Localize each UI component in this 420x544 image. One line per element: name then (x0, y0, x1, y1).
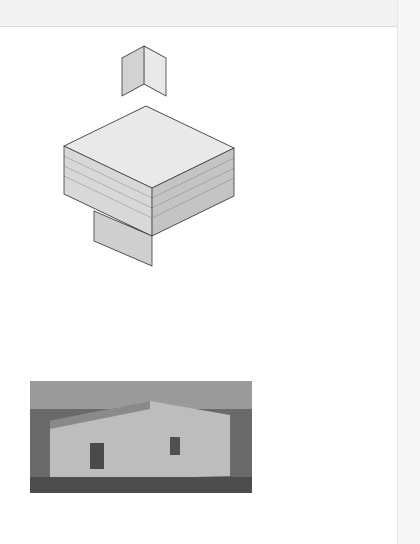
church-photograph-svg (30, 381, 252, 493)
body-text-left (30, 285, 140, 369)
body-text-right (262, 40, 384, 490)
adjacent-page-text (401, 40, 417, 500)
church-photograph (30, 381, 252, 493)
axonometric-drawing (34, 36, 256, 282)
body-text-middle (147, 285, 259, 369)
watermark-banner (0, 0, 420, 27)
axonometric-drawing-svg (34, 36, 256, 282)
